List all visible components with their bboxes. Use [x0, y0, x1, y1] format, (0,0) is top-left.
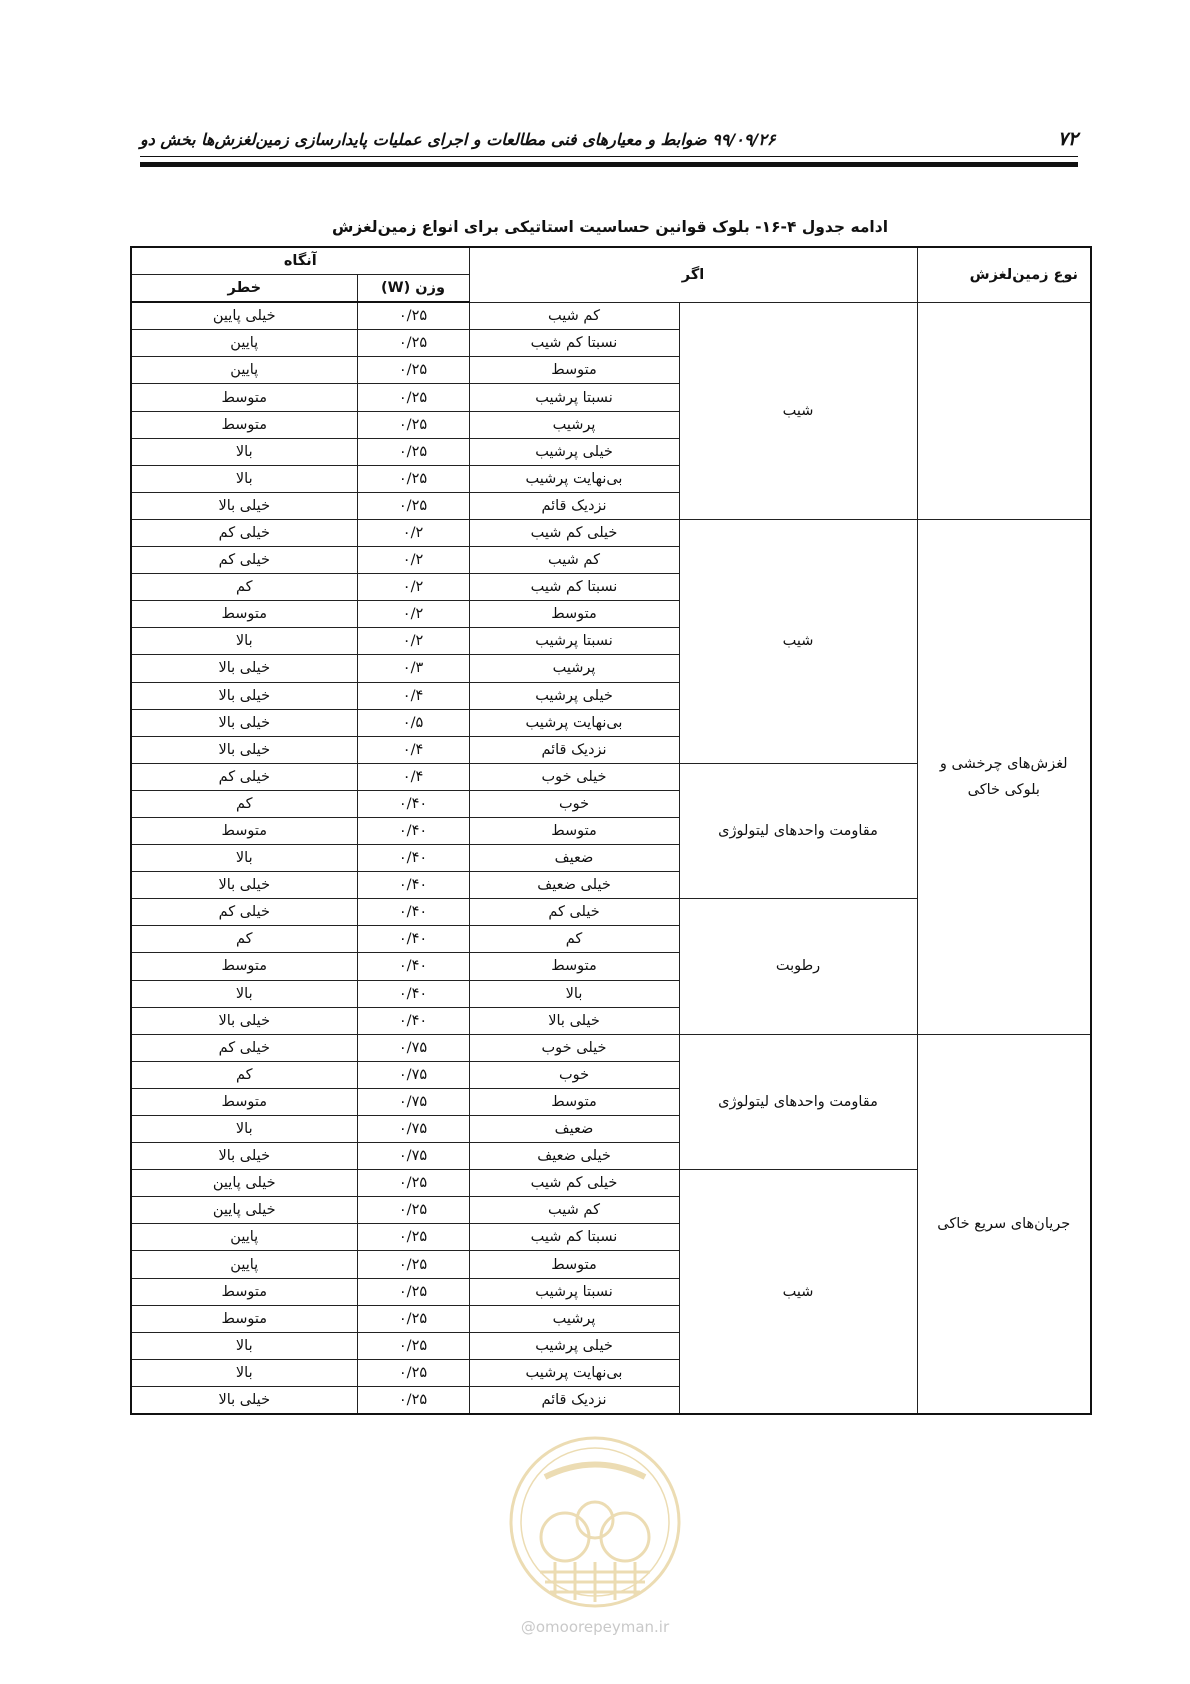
- hazard-cell: خیلی کم: [131, 1034, 357, 1061]
- hazard-cell: بالا: [131, 845, 357, 872]
- class-cell: ضعیف: [469, 845, 679, 872]
- hazard-cell: خیلی بالا: [131, 1143, 357, 1170]
- weight-cell: ۰/۷۵: [357, 1034, 469, 1061]
- weight-cell: ۰/۲۵: [357, 1305, 469, 1332]
- class-cell: خوب: [469, 790, 679, 817]
- class-cell: خیلی کم شیب: [469, 519, 679, 546]
- class-cell: پرشیب: [469, 655, 679, 682]
- hazard-cell: خیلی بالا: [131, 736, 357, 763]
- weight-cell: ۰/۴۰: [357, 926, 469, 953]
- page-number: ۷۲: [1057, 128, 1078, 150]
- hazard-cell: کم: [131, 926, 357, 953]
- omoorepeyman-logo-watermark: [505, 1432, 685, 1612]
- class-cell: پرشیب: [469, 411, 679, 438]
- hazard-cell: خیلی کم: [131, 763, 357, 790]
- hazard-cell: خیلی پایین: [131, 1170, 357, 1197]
- class-cell: نسبتا پرشیب: [469, 384, 679, 411]
- class-cell: نسبتا کم شیب: [469, 330, 679, 357]
- hazard-cell: خیلی کم: [131, 899, 357, 926]
- hazard-cell: بالا: [131, 1359, 357, 1386]
- hazard-cell: متوسط: [131, 953, 357, 980]
- class-cell: پرشیب: [469, 1305, 679, 1332]
- class-cell: بی‌نهایت پرشیب: [469, 465, 679, 492]
- class-cell: بالا: [469, 980, 679, 1007]
- landslide-type-cell: جریان‌های سریع خاکی: [917, 1034, 1091, 1414]
- class-cell: خیلی ضعیف: [469, 1143, 679, 1170]
- weight-cell: ۰/۲۵: [357, 438, 469, 465]
- hazard-cell: متوسط: [131, 1305, 357, 1332]
- landslide-type-cell: لغزش‌های چرخشی و بلوکی خاکی: [917, 519, 1091, 1034]
- hazard-cell: بالا: [131, 438, 357, 465]
- hazard-cell: کم: [131, 1061, 357, 1088]
- hazard-cell: متوسط: [131, 601, 357, 628]
- landslide-type-cell: [917, 302, 1091, 519]
- factor-cell: رطوبت: [679, 899, 917, 1034]
- running-title: ۹۹/۰۹/۲۶ ضوابط و معیارهای فنی مطالعات و اجرای عملیات پایدارسازی زمین‌لغزش‌ها بخش دو: [140, 130, 776, 149]
- table-row: [131, 1034, 1091, 1061]
- hazard-cell: بالا: [131, 465, 357, 492]
- class-cell: متوسط: [469, 1088, 679, 1115]
- weight-cell: ۰/۲۵: [357, 411, 469, 438]
- page-header: [140, 120, 1078, 170]
- class-cell: کم شیب: [469, 547, 679, 574]
- weight-cell: ۰/۲: [357, 519, 469, 546]
- class-cell: ضعیف: [469, 1116, 679, 1143]
- weight-cell: ۰/۴۰: [357, 817, 469, 844]
- class-cell: کم شیب: [469, 302, 679, 330]
- hazard-cell: خیلی پایین: [131, 302, 357, 330]
- weight-cell: ۰/۷۵: [357, 1061, 469, 1088]
- class-cell: نسبتا پرشیب: [469, 628, 679, 655]
- hazard-cell: بالا: [131, 1116, 357, 1143]
- table-row: [131, 302, 1091, 330]
- weight-cell: ۰/۲۵: [357, 1278, 469, 1305]
- class-cell: خیلی پرشیب: [469, 1332, 679, 1359]
- class-cell: متوسط: [469, 1251, 679, 1278]
- hazard-cell: خیلی بالا: [131, 492, 357, 519]
- weight-cell: ۰/۲۵: [357, 1332, 469, 1359]
- table-row: [131, 519, 1091, 546]
- weight-cell: ۰/۲۵: [357, 1197, 469, 1224]
- weight-cell: ۰/۴۰: [357, 872, 469, 899]
- sensitivity-rules-table: [130, 246, 1092, 1415]
- class-cell: خیلی کم شیب: [469, 1170, 679, 1197]
- hazard-cell: متوسط: [131, 1088, 357, 1115]
- weight-cell: ۰/۲۵: [357, 465, 469, 492]
- class-cell: خیلی بالا: [469, 1007, 679, 1034]
- class-cell: خیلی ضعیف: [469, 872, 679, 899]
- class-cell: خیلی پرشیب: [469, 438, 679, 465]
- weight-cell: ۰/۲۵: [357, 1251, 469, 1278]
- weight-cell: ۰/۴۰: [357, 899, 469, 926]
- table-body: [131, 302, 1091, 1414]
- weight-cell: ۰/۲۵: [357, 1224, 469, 1251]
- class-cell: متوسط: [469, 953, 679, 980]
- hazard-cell: پایین: [131, 1251, 357, 1278]
- factor-cell: شیب: [679, 302, 917, 519]
- hazard-cell: خیلی کم: [131, 519, 357, 546]
- hazard-cell: خیلی بالا: [131, 1007, 357, 1034]
- table-caption: ادامه جدول ۴-۱۶- بلوک قوانین حساسیت استاتیکی برای انواع زمین‌لغزش: [331, 218, 889, 236]
- weight-cell: ۰/۲۵: [357, 1359, 469, 1386]
- header-rule-thick: [140, 162, 1078, 167]
- class-cell: کم: [469, 926, 679, 953]
- header-landslide-type: نوع زمین‌لغزش: [917, 247, 1091, 302]
- class-cell: بی‌نهایت پرشیب: [469, 709, 679, 736]
- weight-cell: ۰/۷۵: [357, 1116, 469, 1143]
- hazard-cell: بالا: [131, 980, 357, 1007]
- hazard-cell: خیلی بالا: [131, 655, 357, 682]
- weight-cell: ۰/۲: [357, 547, 469, 574]
- weight-cell: ۰/۲۵: [357, 330, 469, 357]
- hazard-cell: پایین: [131, 357, 357, 384]
- weight-cell: ۰/۲۵: [357, 384, 469, 411]
- hazard-cell: خیلی بالا: [131, 872, 357, 899]
- weight-cell: ۰/۴۰: [357, 953, 469, 980]
- hazard-cell: پایین: [131, 330, 357, 357]
- class-cell: متوسط: [469, 817, 679, 844]
- class-cell: نزدیک قائم: [469, 492, 679, 519]
- header-rule-thin: [140, 156, 1078, 157]
- class-cell: خیلی پرشیب: [469, 682, 679, 709]
- header-weight: وزن (W): [357, 275, 469, 303]
- weight-cell: ۰/۵: [357, 709, 469, 736]
- hazard-cell: بالا: [131, 1332, 357, 1359]
- hazard-cell: متوسط: [131, 1278, 357, 1305]
- hazard-cell: خیلی بالا: [131, 682, 357, 709]
- hazard-cell: خیلی بالا: [131, 709, 357, 736]
- factor-cell: مقاومت واحدهای لیتولوژی: [679, 1034, 917, 1169]
- weight-cell: ۰/۲: [357, 628, 469, 655]
- hazard-cell: کم: [131, 574, 357, 601]
- weight-cell: ۰/۲۵: [357, 492, 469, 519]
- weight-cell: ۰/۲۵: [357, 357, 469, 384]
- class-cell: خیلی کم: [469, 899, 679, 926]
- weight-cell: ۰/۳: [357, 655, 469, 682]
- hazard-cell: پایین: [131, 1224, 357, 1251]
- weight-cell: ۰/۷۵: [357, 1088, 469, 1115]
- weight-cell: ۰/۷۵: [357, 1143, 469, 1170]
- factor-cell: مقاومت واحدهای لیتولوژی: [679, 763, 917, 898]
- weight-cell: ۰/۴: [357, 682, 469, 709]
- class-cell: کم شیب: [469, 1197, 679, 1224]
- header-hazard: خطر: [131, 275, 357, 303]
- weight-cell: ۰/۲: [357, 601, 469, 628]
- hazard-cell: خیلی کم: [131, 547, 357, 574]
- weight-cell: ۰/۲۵: [357, 1386, 469, 1414]
- weight-cell: ۰/۴۰: [357, 790, 469, 817]
- class-cell: نسبتا پرشیب: [469, 1278, 679, 1305]
- hazard-cell: متوسط: [131, 411, 357, 438]
- class-cell: بی‌نهایت پرشیب: [469, 1359, 679, 1386]
- class-cell: خوب: [469, 1061, 679, 1088]
- weight-cell: ۰/۲۵: [357, 1170, 469, 1197]
- class-cell: نزدیک قائم: [469, 736, 679, 763]
- footer-url: @omoorepeyman.ir: [520, 1618, 670, 1636]
- class-cell: خیلی خوب: [469, 1034, 679, 1061]
- header-then: آنگاه: [131, 247, 469, 275]
- class-cell: نسبتا کم شیب: [469, 1224, 679, 1251]
- hazard-cell: خیلی پایین: [131, 1197, 357, 1224]
- weight-cell: ۰/۴۰: [357, 845, 469, 872]
- factor-cell: شیب: [679, 519, 917, 763]
- weight-cell: ۰/۲۵: [357, 302, 469, 330]
- hazard-cell: بالا: [131, 628, 357, 655]
- factor-cell: شیب: [679, 1170, 917, 1414]
- weight-cell: ۰/۴۰: [357, 980, 469, 1007]
- class-cell: نزدیک قائم: [469, 1386, 679, 1414]
- class-cell: متوسط: [469, 601, 679, 628]
- hazard-cell: متوسط: [131, 817, 357, 844]
- weight-cell: ۰/۲: [357, 574, 469, 601]
- header-if: اگر: [469, 247, 917, 302]
- hazard-cell: کم: [131, 790, 357, 817]
- hazard-cell: خیلی بالا: [131, 1386, 357, 1414]
- class-cell: متوسط: [469, 357, 679, 384]
- weight-cell: ۰/۴: [357, 763, 469, 790]
- weight-cell: ۰/۴۰: [357, 1007, 469, 1034]
- class-cell: خیلی خوب: [469, 763, 679, 790]
- hazard-cell: متوسط: [131, 384, 357, 411]
- weight-cell: ۰/۴: [357, 736, 469, 763]
- class-cell: نسبتا کم شیب: [469, 574, 679, 601]
